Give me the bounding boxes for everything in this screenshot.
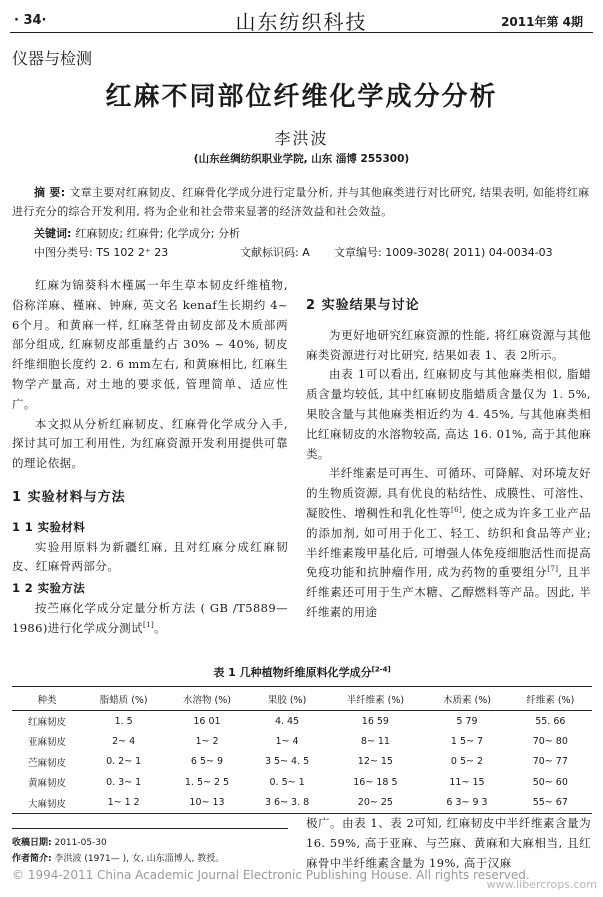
issue-label: 2011年第 4期 [501, 15, 583, 29]
results-text-b: , 使之成为许多工业产品的添加剂, 如可用于化工、轻工、纺织和食品等产业; 半纤维素羧甲基化后, 可增强人体免疫细胞活性而提高免疫功能和抗肿瘤作用, 成为药物的重要组分 [306, 505, 591, 580]
received-value: 2011-05-30 [54, 838, 107, 848]
results-text-c: , 且半纤维素还可用于生产木糖、乙醇燃料等产品。因此, 半纤维素的用途 [306, 565, 591, 619]
results-paragraph-4: 极广。由表 1、表 2可知, 红麻韧皮中半纤维素含量为 16. 59%, 高于亚麻、与苎麻、黄麻和大麻相当, 且红麻骨中半纤维素含量为 19%, 高于汉麻 [306, 816, 591, 870]
table-cell: 0. 3~ 1 [106, 776, 142, 788]
table-header-cell: 果胶 (%) [267, 694, 307, 706]
intro-paragraph-2: 本文拟从分析红麻韧皮、红麻骨化学成分入手, 探讨其可加工利用性, 为红麻资源开发利用提供可靠的理论依据。 [12, 416, 288, 471]
received-date [12, 835, 302, 848]
section-heading-2: 2 实验结果与讨论 [306, 298, 420, 313]
table-cell: 3 5~ 4. 5 [264, 756, 310, 768]
left-column [12, 276, 288, 639]
copyright-notice: © 1994-2011 China Academic Journal Electronic Publishing House. All rights reserved. [12, 868, 530, 882]
keywords-label: 关键词: [34, 227, 72, 240]
table-cell: 55~ 67 [532, 797, 568, 808]
author-bio-value: 李洪波 (1971— ), 女, 山东淄博人, 教授。 [54, 854, 225, 864]
table-cell: 1~ 4 [275, 735, 299, 747]
table-cell: 6 3~ 9 3 [446, 797, 488, 808]
table-cell: 11~ 15 [449, 776, 485, 788]
table-cell: 3 6~ 3. 8 [264, 797, 310, 808]
methods-text: 按苎麻化学成分定量分析方法 ( GB /T5889—1986)进行化学成分测试 [12, 600, 288, 635]
author-name: 李洪波 [274, 129, 329, 148]
table-cell: 5 79 [456, 715, 478, 727]
table-cell: 红麻韧皮 [27, 717, 66, 728]
page-header [0, 0, 603, 34]
table-row [12, 752, 592, 773]
table-cell: 50~ 60 [532, 776, 568, 788]
table-cell: 苎麻韧皮 [27, 757, 66, 769]
table-cell: 8~ 11 [360, 735, 390, 747]
materials-paragraph: 实验用原料为新疆红麻, 且对红麻分成红麻韧皮、红麻骨两部分。 [12, 539, 288, 574]
table-header-cell: 半纤维素 (%) [346, 694, 405, 706]
table-cell: 6 5~ 9 [190, 756, 224, 768]
citation-ref: [7] [547, 565, 559, 574]
right-column [306, 296, 591, 623]
journal-name: 山东纺织科技 [235, 10, 368, 34]
section-tag: 仪器与检测 [12, 49, 93, 68]
author-bio-label: 作者简介: [12, 854, 52, 864]
subsection-heading-1-2: 1 2 实验方法 [12, 581, 86, 596]
abstract-text: 文章主要对红麻韧皮、红麻骨化学成分进行定量分析, 并与其他麻类进行对比研究, 结果表明, 如能将红麻进行充分的综合开发利用, 将为企业和社会带来显著的经济效益和社会效益。 [12, 186, 590, 218]
table-cell: 黄麻韧皮 [27, 778, 66, 790]
table-cell: 20~ 25 [357, 797, 393, 808]
table-header-cell: 水溶物 (%) [183, 694, 231, 706]
table-cell: 1. 5~ 2 5 [184, 776, 230, 788]
table-header-row [12, 687, 592, 711]
document-code: 文献标识码: A [240, 246, 310, 259]
keywords [34, 225, 240, 241]
table-cell: 16 59 [361, 715, 389, 727]
methods-text-end: 。 [154, 620, 166, 635]
table-title-text: 表 1 几种植物纤维原料化学成分 [213, 666, 372, 679]
table-header-cell: 纤维素 (%) [526, 694, 575, 706]
table-cell: 1. 5 [114, 715, 133, 727]
table-cell: 大麻韧皮 [27, 798, 66, 810]
results-paragraph-2: 由表 1可以看出, 红麻韧皮与其他麻类相似, 脂蜡质含量均较低, 其中红麻韧皮脂蜡质含量仅为 1. 5%, 果胶含量与其他麻类相近约为 4. 45%, 与其他麻类相比红麻韧皮的水溶物较高, 高达 16. 01%, 高于其他麻类。 [306, 367, 591, 461]
table-cell: 70~ 77 [532, 756, 568, 768]
table-cell: 亚麻韧皮 [27, 737, 66, 749]
citation-ref: [6] [450, 506, 463, 515]
section-heading-1: 1 实验材料与方法 [12, 489, 126, 505]
table-cell: 0. 2~ 1 [106, 756, 142, 768]
table-title [12, 664, 592, 680]
received-label: 收稿日期: [12, 838, 52, 848]
table-cell: 0 5~ 2 [450, 756, 484, 768]
article-title: 红麻不同部位纤维化学成分分析 [105, 82, 498, 112]
table-1 [12, 664, 592, 814]
table-header-cell: 脂蜡质 (%) [99, 694, 148, 706]
citation-ref: [1] [142, 620, 155, 629]
article-number: 文章编号: 1009-3028( 2011) 04-0034-03 [334, 246, 553, 259]
table-header-cell: 种类 [37, 694, 57, 706]
table-cell: 1~ 2 [195, 735, 219, 747]
watermark: www.libercrops.com [486, 878, 597, 891]
results-text-a: 半纤维素是可再生、可循环、可降解、对环境友好的生物质资源, 具有优良的粘结性、成膜性、可溶性、凝胶性、增稠性和乳化性等 [306, 466, 591, 520]
header-divider [10, 32, 593, 33]
methods-paragraph [12, 599, 288, 639]
table-cell: 70~ 80 [532, 735, 568, 747]
clc-number: 中图分类号: TS 102 2⁺ 23 [34, 246, 169, 259]
right-column-continued [306, 814, 591, 873]
subsection-heading-1-1: 1 1 实验材料 [12, 519, 86, 534]
table-header-cell: 木质素 (%) [442, 694, 491, 706]
abstract-label: 摘 要: [34, 186, 66, 199]
keywords-text: 红麻韧皮; 红麻骨; 化学成分; 分析 [75, 227, 241, 240]
intro-paragraph-1: 红麻为锦葵科木槿属一年生草本韧皮纤维植物, 俗称洋麻、槿麻、钟麻, 英文名 kenaf生长期约 4~ 6个月。和黄麻一样, 红麻茎骨由韧皮部及木质部两部分组成, 红麻韧皮部重量约占 30% ~ 40%, 韧皮纤维细胞长度约 2. 6 mm左右, 和黄麻相比, 红麻生物学产量高, 对土地的要求低, 管理简单、适应性广。 [12, 278, 288, 411]
author-affiliation: (山东丝绸纺织职业学院, 山东 淄博 255300) [193, 153, 410, 165]
footnote-divider [12, 828, 288, 829]
page-number: · 34· [14, 13, 47, 28]
table-cell: 16 01 [193, 715, 221, 727]
table-row [12, 711, 592, 732]
table-cell: 4. 45 [274, 715, 300, 727]
table-row [12, 731, 592, 752]
table-cell: 1 5~ 7 [450, 735, 484, 747]
table-row [12, 793, 592, 814]
table-title-ref: [2-4] [371, 665, 391, 674]
table-cell: 1~ 1 2 [107, 797, 140, 808]
table-cell: 10~ 13 [189, 797, 225, 808]
author-bio [12, 851, 302, 864]
table-cell: 55. 66 [535, 715, 566, 727]
table-row [12, 772, 592, 793]
table-cell: 12~ 15 [357, 756, 393, 768]
abstract [12, 183, 592, 221]
chemical-composition-table [12, 686, 592, 814]
table-cell: 0. 5~ 1 [269, 776, 305, 788]
results-paragraph-1: 为更好地研究红麻资源的性能, 将红麻资源与其他麻类资源进行对比研究, 结果如表 1、表 2所示。 [306, 327, 591, 362]
results-paragraph-3 [306, 464, 591, 622]
table-cell: 16~ 18 5 [353, 776, 398, 788]
table-cell: 2~ 4 [112, 735, 136, 747]
